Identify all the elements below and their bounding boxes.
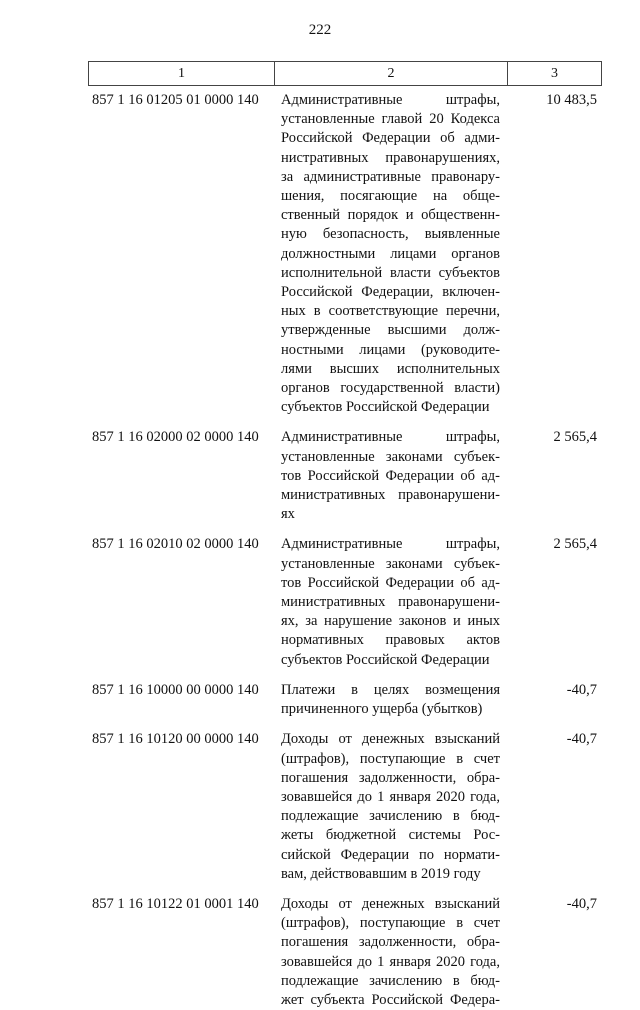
description-line: нормативных правовых актов [281,632,500,649]
row-description [281,535,500,669]
description-line: сийской Федерации по нормати- [281,846,500,863]
row-amount: 10 483,5 [546,92,597,108]
description-line: ях, за нарушение законов и иных [281,613,500,630]
description-line: установленные главой 20 Кодекса [281,111,500,128]
budget-code: 857 1 16 02010 02 0000 140 [92,536,259,553]
description-line: жеты бюджетной системы Рос- [281,827,500,844]
description-line: (штрафов), поступающие в счет [281,750,500,767]
row-description [281,681,500,719]
column-header-1: 1 [89,62,275,86]
description-line: Платежи в целях возмещения [281,681,500,698]
budget-code: 857 1 16 10120 00 0000 140 [92,731,259,748]
description-line: за административные правонару- [281,168,500,185]
description-line: установленные законами субъек- [281,448,500,465]
description-line: исполнительной власти субъектов [281,264,500,281]
row-description [281,730,500,884]
description-line: субъектов Российской Федерации [281,651,490,668]
page-number: 222 [308,22,332,38]
table-row [0,730,640,884]
row-amount: -40,7 [566,895,597,912]
column-header-3: 3 [508,62,602,86]
description-line: тов Российской Федерации об ад- [281,574,500,591]
table-row [0,681,640,719]
description-line: тов Российской Федерации об ад- [281,467,500,484]
description-line: Доходы от денежных взысканий [281,895,500,912]
budget-code: 857 1 16 10122 01 0001 140 [92,895,259,912]
description-line: подлежащие зачислению в бюд- [281,808,500,825]
row-amount: 2 565,4 [553,536,597,553]
description-line: зовавшейся до 1 января 2020 года, [281,953,500,970]
description-line: органов государственной власти) [281,380,500,397]
description-line: установленные законами субъек- [281,555,500,572]
budget-code: 857 1 16 02000 02 0000 140 [92,429,259,446]
table-row [0,535,640,669]
description-line: Доходы от денежных взысканий [281,731,500,748]
description-line: нистративных правонарушениях, [281,149,500,166]
description-line: лями высших исполнительных [281,360,500,377]
description-line: должностными лицами органов [281,245,500,262]
table-row [0,895,640,1010]
description-line: зовавшейся до 1 января 2020 года, [281,788,500,805]
table-row [0,428,640,524]
description-line: министративных правонарушени- [281,594,500,611]
row-description [281,428,500,524]
column-header-2: 2 [275,62,508,86]
row-amount: -40,7 [566,731,597,748]
description-line: Российской Федерации, включен- [281,284,500,301]
description-line: ях [281,506,295,523]
description-line: жет субъекта Российской Федера- [281,991,500,1008]
description-line: причиненного ущерба (убытков) [281,701,483,718]
description-line: Российской Федерации об адми- [281,130,500,147]
description-line: погашения задолженности, обра- [281,934,500,951]
description-line: Административные штрафы, [281,536,500,553]
description-line: Административные штрафы, [281,92,500,108]
budget-code: 857 1 16 01205 01 0000 140 [92,92,259,108]
table-body [0,91,640,1010]
description-line: погашения задолженности, обра- [281,769,500,786]
table-row [0,91,640,417]
description-line: ностными лицами (руководите- [281,341,500,358]
description-line: ственный порядок и общественн- [281,207,500,224]
row-amount: 2 565,4 [553,429,597,446]
description-line: вам, действовавшим в 2019 году [281,865,481,882]
description-line: министративных правонарушени- [281,487,500,504]
description-line: ных в соответствующие перечни, [281,303,500,320]
description-line: субъектов Российской Федерации [281,399,490,416]
row-amount: -40,7 [566,681,597,698]
description-line: подлежащие зачислению в бюд- [281,972,500,989]
table-header [88,61,602,86]
description-line: шения, посягающие на обще- [281,188,500,205]
description-line: ную безопасность, выявленные [281,226,500,243]
description-line: (штрафов), поступающие в счет [281,915,500,932]
budget-code: 857 1 16 10000 00 0000 140 [92,681,259,698]
row-description [281,895,500,1010]
description-line: Административные штрафы, [281,429,500,446]
row-description [281,91,500,417]
description-line: утвержденные высшими долж- [281,322,500,339]
